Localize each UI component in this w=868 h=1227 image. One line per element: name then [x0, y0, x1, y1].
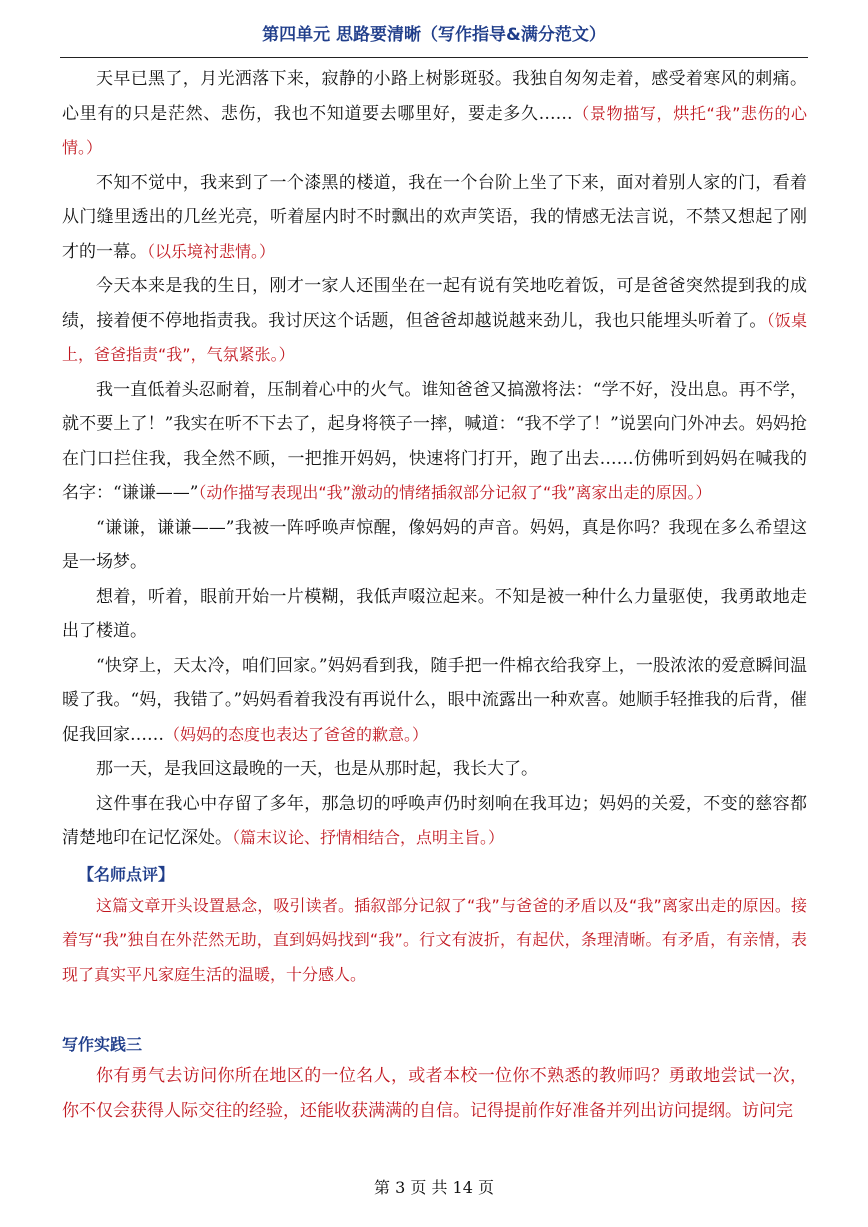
annotation: （景物描写，烘托“我”悲伤的心情。） [62, 103, 807, 157]
paragraph-6 [62, 580, 807, 649]
paragraph-text: “谦谦，谦谦——”我被一阵呼唤声惊醒，像妈妈的声音。妈妈，真是你吗？我现在多么希望这是一场梦。 [62, 517, 807, 572]
page-header-title: 第四单元 思路要清晰（写作指导&满分范文） [262, 25, 606, 45]
paragraph-1 [62, 62, 807, 166]
annotation: （妈妈的态度也表达了爸爸的歉意。） [164, 724, 429, 744]
header-divider [60, 57, 808, 58]
paragraph-9 [62, 787, 807, 856]
review-heading: 【名师点评】 [78, 864, 175, 884]
paragraph-text: 那一天，是我回这最晚的一天，也是从那时起，我长大了。 [96, 759, 538, 779]
review-text: 这篇文章开头设置悬念，吸引读者。插叙部分记叙了“我”与爸爸的矛盾以及“我”离家出走的原因。接着写“我”独自在外茫然无助，直到妈妈找到“我”。行文有波折，有起伏，条理清晰。有矛盾，有亲情，表现了真实平凡家庭生活的温暖，十分感人。 [62, 895, 807, 984]
paragraph-8 [62, 752, 807, 787]
page-footer: 第 3 页 共 14 页 [374, 1178, 494, 1197]
paragraph-text: 想着，听着，眼前开始一片模糊，我低声啜泣起来。不知是被一种什么力量驱使，我勇敢地走出了楼道。 [62, 586, 807, 641]
practice-text: 你有勇气去访问你所在地区的一位名人，或者本校一位你不熟悉的教师吗？勇敢地尝试一次，你不仅会获得人际交往的经验，还能收获满满的自信。记得提前作好准备并列出访问提纲。访问完 [62, 1066, 807, 1121]
paragraph-2 [62, 166, 807, 270]
paragraph-7 [62, 649, 807, 753]
document-body [62, 62, 807, 1128]
annotation: （以乐境衬悲情。） [147, 241, 276, 261]
annotation: （动作描写表现出“我”激动的情绪插叙部分记叙了“我”离家出走的原因。） [198, 483, 712, 502]
paragraph-text: 今天本来是我的生日，刚才一家人还围坐在一起有说有笑地吃着饭，可是爸爸突然提到我的成绩，接着便不停地指责我。我讨厌这个话题，但爸爸却越说越来劲儿，我也只能埋头听着了。 [62, 276, 807, 331]
paragraph-4 [62, 373, 807, 511]
annotation: （饭桌上，爸爸指责“我”，气氛紧张。） [62, 310, 807, 364]
paragraph-text: “快穿上，天太冷，咱们回家。”妈妈看到我，随手把一件棉衣给我穿上，一股浓浓的爱意瞬间温暖了我。“妈，我错了。”妈妈看着我没有再说什么，眼中流露出一种欢喜。她顺手轻推我的后背，催促我回家…… [62, 655, 807, 745]
paragraph-3 [62, 269, 807, 373]
practice-heading: 写作实践三 [62, 1035, 143, 1054]
paragraph-text: 不知不觉中，我来到了一个漆黑的楼道，我在一个台阶上坐了下来，面对着别人家的门，看着从门缝里透出的几丝光亮，听着屋内时不时飘出的欢声笑语，我的情感无法言说，不禁又想起了刚才的一幕。 [62, 172, 807, 262]
paragraph-text: 天早已黑了，月光洒落下来，寂静的小路上树影斑驳。我独自匆匆走着，感受着寒风的刺痛。心里有的只是茫然、悲伤，我也不知道要去哪里好，要走多久…… [62, 69, 807, 124]
paragraph-5 [62, 511, 807, 580]
annotation: （篇末议论、抒情相结合，点明主旨。） [232, 828, 505, 847]
paragraph-text: 我一直低着头忍耐着，压制着心中的火气。谁知爸爸又搞激将法：“学不好，没出息。再不学，就不要上了！”我实在听不下去了，起身将筷子一摔，喊道：“我不学了！”说罢向门外冲去。妈妈抢在门口拦住我，我全然不顾，一把推开妈妈，快速将门打开，跑了出去……仿佛听到妈妈在喊我的名字：“谦谦——” [62, 379, 807, 503]
paragraph-text: 这件事在我心中存留了多年，那急切的呼唤声仍时刻响在我耳边；妈妈的关爱，不变的慈容都清楚地印在记忆深处。 [62, 793, 807, 848]
